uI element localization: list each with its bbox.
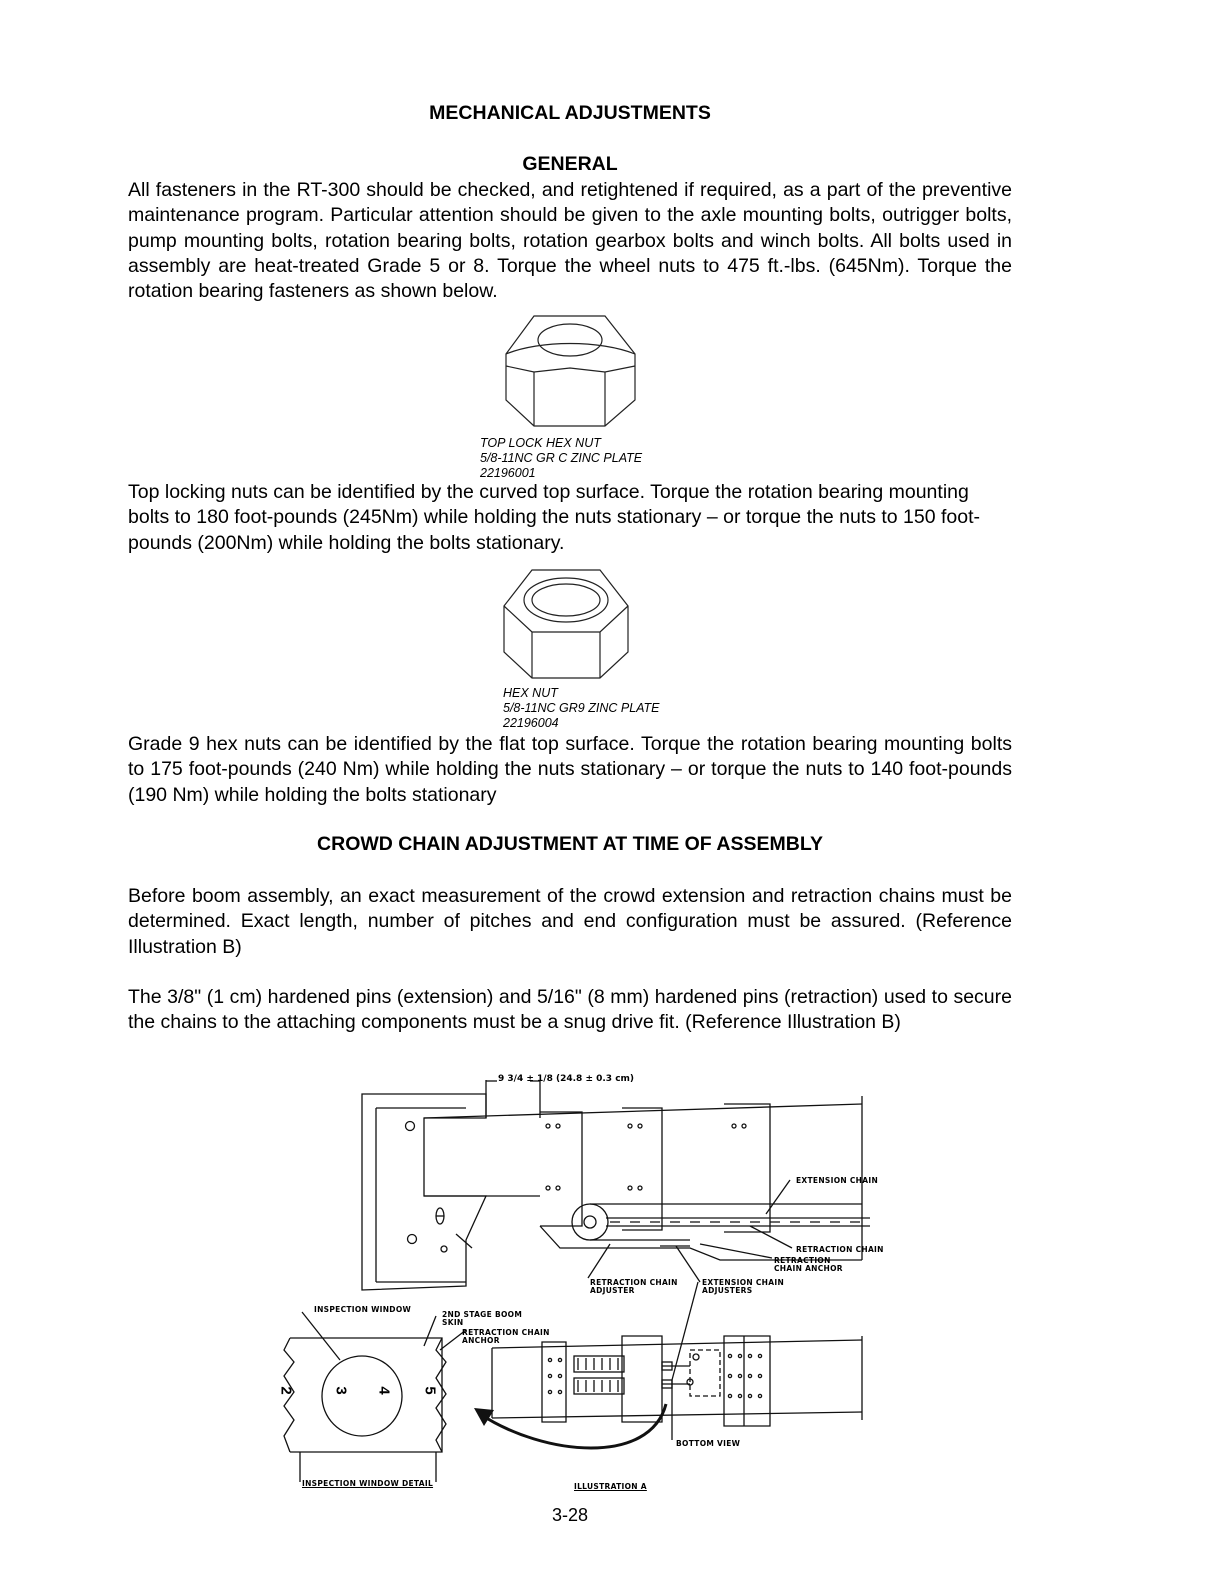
dimension-metric: (24.8 ± 0.3 cm) — [556, 1074, 635, 1084]
label-second-stage-boom-skin: 2ND STAGE BOOM SKIN — [442, 1310, 523, 1327]
window-number: 2 — [277, 1386, 295, 1395]
dimension-fraction: 3/4 — [507, 1074, 524, 1084]
curved-arrow-head — [474, 1408, 494, 1426]
crowd-chain-heading: CROWD CHAIN ADJUSTMENT AT TIME OF ASSEMBLY — [317, 833, 823, 855]
top-lock-paragraph: Top locking nuts can be identified by the curved top surface. Torque the rotation bearing mounting bolts to 180 foot-pounds (245Nm) while holding the nuts stationary – or torque the nuts to 150 foot-pounds (200Nm) while holding the bolts stationary. — [128, 481, 981, 554]
hex-nut-figure — [500, 566, 632, 684]
caption-line: HEX NUT — [503, 686, 558, 700]
label-retraction-chain: RETRACTION CHAIN — [796, 1245, 884, 1254]
dimension-prefix: 9 — [498, 1074, 505, 1084]
general-heading: GENERAL — [522, 153, 618, 175]
crowd-chain-paragraph-1: Before boom assembly, an exact measurement of the crowd extension and retraction chains must be determined. Exact length, number of pitches and end configuration must be assured. (Reference Illustration B) — [128, 885, 1012, 958]
top-lock-hex-nut-caption — [480, 436, 642, 481]
label-inspection-window-detail: INSPECTION WINDOW DETAIL — [302, 1479, 434, 1488]
page-title: MECHANICAL ADJUSTMENTS — [429, 102, 711, 124]
caption-line: 5/8-11NC GR9 ZINC PLATE — [503, 701, 660, 715]
crowd-chain-paragraph-2: The 3/8" (1 cm) hardened pins (extension) and 5/16" (8 mm) hardened pins (retraction) used to secure the chains to the attaching components must be a snug drive fit. (Reference Illustration B) — [128, 986, 1012, 1034]
page-number: 3-28 — [551, 1505, 589, 1525]
label-illustration-title: ILLUSTRATION A — [574, 1482, 647, 1491]
window-number: 4 — [375, 1386, 393, 1395]
label-extension-chain: EXTENSION CHAIN — [796, 1176, 879, 1185]
label-retraction-chain-adjuster: RETRACTION CHAIN ADJUSTER — [590, 1278, 678, 1295]
hex-nut-caption — [503, 686, 660, 731]
dimension-label — [498, 1074, 634, 1084]
dimension-tolerance: ± 1/8 — [526, 1074, 553, 1084]
top-lock-hex-nut-figure — [500, 310, 640, 434]
general-paragraph: All fasteners in the RT-300 should be checked, and retightened if required, as a part of the preventive maintenance program. Particular attention should be given to the axle mounting bolts, outrigger bolts, pump mounting bolts, rotation bearing bolts, rotation gearbox bolts and winch bolts. All bolts used in assembly are heat-treated Grade 5 or 8. Torque the wheel nuts to 475 ft.-lbs. (645Nm). Torque the rotation bearing fasteners as shown below. — [128, 179, 1012, 303]
grade9-paragraph: Grade 9 hex nuts can be identified by the flat top surface. Torque the rotation bearing mounting bolts to 175 foot-pounds (240 Nm) while holding the nuts stationary – or torque the nuts to 140 foot-pounds (190 Nm) while holding the bolts stationary — [128, 733, 1012, 806]
caption-line: 22196001 — [480, 466, 536, 480]
caption-line: 5/8-11NC GR C ZINC PLATE — [480, 451, 643, 465]
label-extension-chain-adjusters: EXTENSION CHAIN ADJUSTERS — [702, 1278, 785, 1295]
caption-line: TOP LOCK HEX NUT — [480, 436, 601, 450]
window-number: 3 — [332, 1386, 350, 1395]
label-bottom-view: BOTTOM VIEW — [676, 1439, 741, 1448]
label-retraction-chain-anchor: RETRACTION CHAIN ANCHOR — [774, 1256, 843, 1273]
caption-line: 22196004 — [503, 716, 559, 730]
label-retraction-chain-anchor-bottom: RETRACTION CHAIN ANCHOR — [462, 1328, 550, 1345]
window-number: 5 — [421, 1386, 439, 1395]
label-inspection-window: INSPECTION WINDOW — [314, 1305, 412, 1314]
